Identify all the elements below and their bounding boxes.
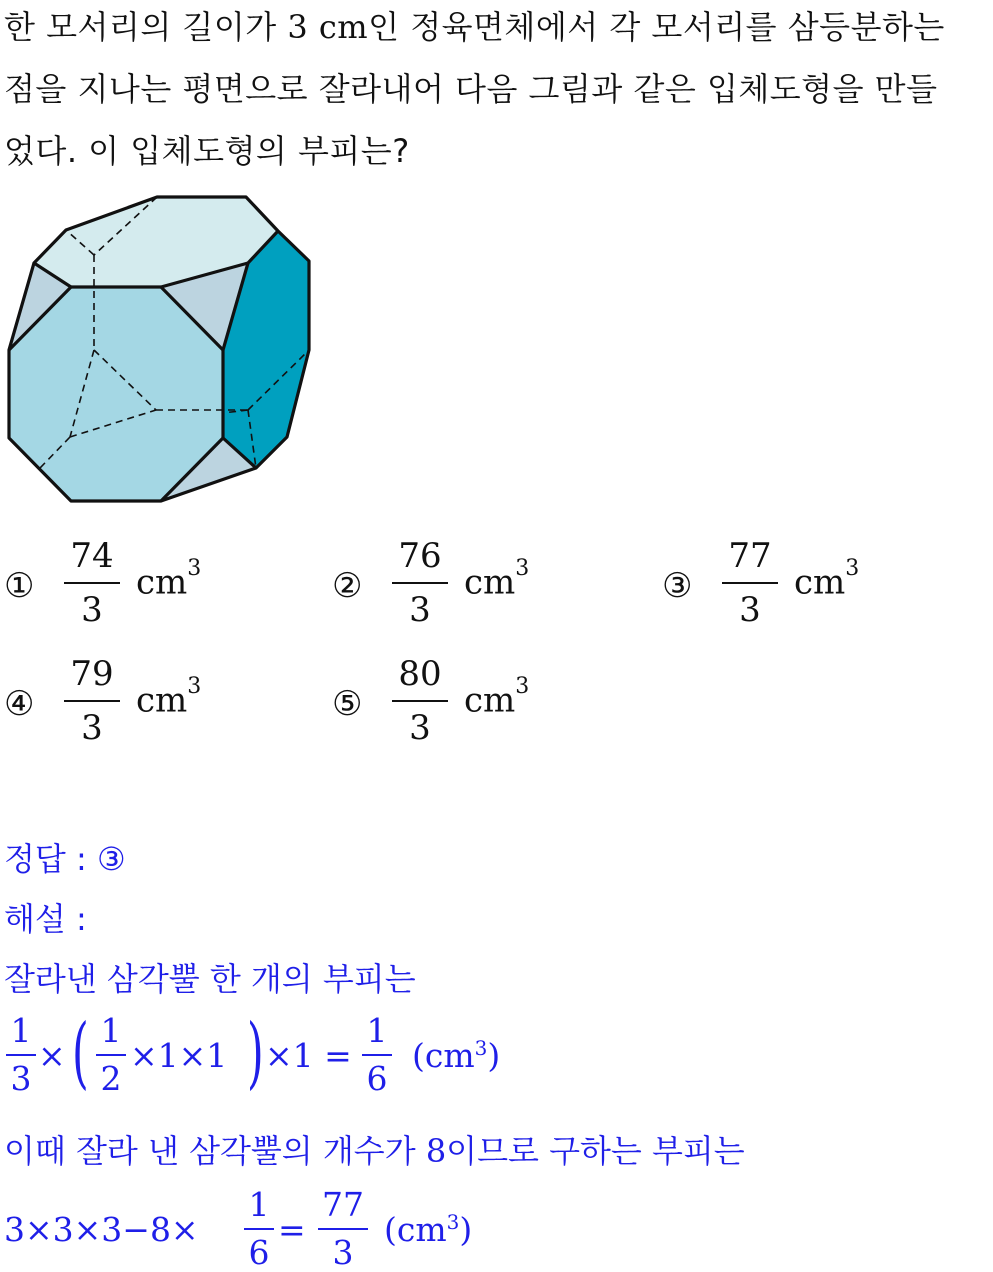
unit-group [412, 1036, 500, 1075]
unit-exponent: 3 [187, 674, 202, 699]
fraction-denominator: 3 [739, 590, 761, 630]
question-line-2: 점을 지나는 평면으로 잘라내어 다음 그림과 같은 입체도형을 만들 [4, 70, 938, 108]
fraction-numerator: 80 [398, 654, 442, 694]
fraction [318, 1186, 368, 1272]
question-text: 인 정육면체에서 각 모서리를 삼등분하는 [368, 8, 945, 46]
unit-text: cm [464, 562, 516, 603]
answer-line: 정답 : ③ [4, 840, 126, 878]
fraction-numerator: 77 [322, 1185, 364, 1224]
unit-exponent: 3 [515, 556, 530, 581]
explanation-label: 해설 : [4, 900, 87, 938]
equation-2 [0, 1186, 993, 1272]
edge-length-unit: cm [318, 8, 369, 46]
question-line-3: 었다. 이 입체도형의 부피는? [4, 132, 410, 170]
fraction [6, 1012, 36, 1098]
fraction-denominator: 3 [409, 590, 431, 630]
question-line-1 [4, 2, 945, 48]
right-paren: ) [247, 1008, 264, 1098]
choice-fraction [62, 654, 122, 748]
pyramid-count: 8 [425, 1132, 447, 1170]
choice-unit [136, 556, 202, 603]
left-paren: ( [72, 1008, 89, 1098]
choice-number: ② [332, 566, 363, 606]
fraction-denominator: 3 [10, 1059, 32, 1098]
fraction-denominator: 2 [100, 1059, 122, 1098]
fraction-numerator: 79 [70, 654, 114, 694]
explanation-text: 이므로 구하는 부피는 [446, 1132, 745, 1170]
fraction [96, 1012, 126, 1098]
unit-exponent: 3 [515, 674, 530, 699]
explanation-text: 이때 잘라 낸 삼각뿔의 개수가 [4, 1132, 416, 1170]
choice-unit [794, 556, 860, 603]
unit-text: (cm [412, 1036, 475, 1075]
unit-text: cm [136, 562, 188, 603]
choice-4[interactable] [4, 654, 264, 754]
unit-close: ) [459, 1210, 473, 1249]
unit-close: ) [487, 1036, 501, 1075]
fraction-denominator: 3 [332, 1233, 354, 1272]
fraction-bar [96, 1054, 126, 1056]
fraction-numerator: 1 [100, 1011, 122, 1050]
choice-unit [464, 674, 530, 721]
unit-exponent: 3 [446, 1210, 460, 1234]
choice-unit [136, 674, 202, 721]
fraction-denominator: 6 [366, 1059, 388, 1098]
choice-fraction [390, 536, 450, 630]
unit-text: cm [136, 680, 188, 721]
fraction-bar [6, 1054, 36, 1056]
choice-5[interactable] [332, 654, 592, 754]
fraction [362, 1012, 392, 1098]
choice-3[interactable] [662, 536, 922, 636]
fraction-bar [318, 1228, 368, 1230]
fraction-numerator: 74 [70, 536, 114, 576]
fraction-numerator: 77 [728, 536, 772, 576]
edge-length-value: 3 [287, 8, 309, 46]
choice-number: ④ [4, 684, 35, 724]
question-text: 한 모서리의 길이가 [4, 8, 277, 46]
fraction-bar [64, 582, 120, 584]
truncated-cube-figure [0, 190, 330, 510]
fraction-denominator: 3 [409, 708, 431, 748]
unit-group [384, 1210, 472, 1249]
equation-1 [0, 1008, 993, 1108]
choice-fraction [390, 654, 450, 748]
fraction-denominator: 3 [81, 590, 103, 630]
choice-number: ⑤ [332, 684, 363, 724]
choice-fraction [720, 536, 780, 630]
choice-fraction [62, 536, 122, 630]
fraction-bar [362, 1054, 392, 1056]
choice-number: ① [4, 566, 35, 606]
equation-term: 3×3×3−8× [4, 1210, 199, 1249]
fraction-denominator: 3 [81, 708, 103, 748]
unit-text: (cm [384, 1210, 447, 1249]
fraction-bar [64, 700, 120, 702]
fraction-numerator: 1 [248, 1185, 270, 1224]
fraction-bar [722, 582, 778, 584]
choice-2[interactable] [332, 536, 592, 636]
unit-text: cm [794, 562, 846, 603]
fraction-bar [244, 1228, 274, 1230]
equation-term: ×1×1 [130, 1036, 228, 1075]
fraction-numerator: 1 [10, 1011, 32, 1050]
equals-sign: = [278, 1210, 306, 1249]
choice-number: ③ [662, 566, 693, 606]
fraction-bar [392, 700, 448, 702]
unit-exponent: 3 [187, 556, 202, 581]
unit-text: cm [464, 680, 516, 721]
unit-exponent: 3 [474, 1036, 488, 1060]
fraction-denominator: 6 [248, 1233, 270, 1272]
explanation-line-1: 잘라낸 삼각뿔 한 개의 부피는 [4, 960, 416, 998]
unit-exponent: 3 [845, 556, 860, 581]
choice-1[interactable] [4, 536, 264, 636]
equation-term: ×1 = [265, 1036, 352, 1075]
choice-unit [464, 556, 530, 603]
fraction [244, 1186, 274, 1272]
fraction-numerator: 76 [398, 536, 442, 576]
fraction-numerator: 1 [366, 1011, 388, 1050]
explanation-line-2 [4, 1126, 745, 1172]
times-sign: × [38, 1036, 66, 1075]
fraction-bar [392, 582, 448, 584]
